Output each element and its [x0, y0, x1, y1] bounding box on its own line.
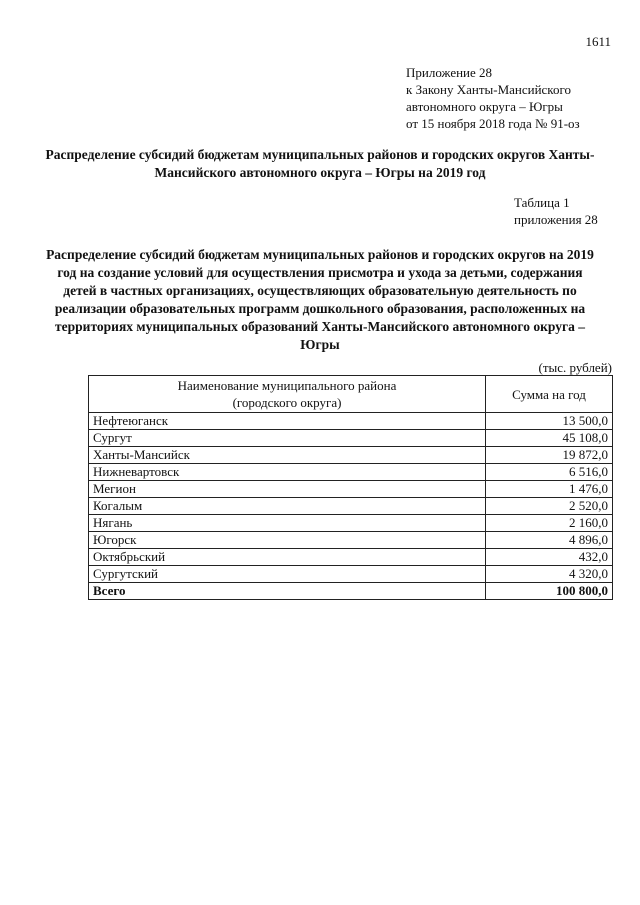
subsidy-amount: 13 500,0 [486, 413, 613, 430]
municipality-name: Нягань [89, 515, 486, 532]
municipality-name: Когалым [89, 498, 486, 515]
table-header-row [89, 376, 613, 413]
table-row [89, 566, 613, 583]
total-row [89, 583, 613, 600]
units-label: (тыс. рублей) [538, 360, 612, 375]
table-row [89, 549, 613, 566]
municipality-name: Нефтеюганск [89, 413, 486, 430]
municipality-name: Мегион [89, 481, 486, 498]
table-row [89, 430, 613, 447]
table-reference [514, 194, 598, 228]
appendix-reference [406, 64, 580, 132]
municipality-name: Ханты-Мансийск [89, 447, 486, 464]
subsidy-amount: 19 872,0 [486, 447, 613, 464]
header-municipality-line: (городского округа) [232, 395, 342, 410]
document-title: Распределение субсидий бюджетам муниципальных районов и городских округов Ханты-Мансийского автономного округа – Югры на 2019 год [45, 147, 595, 180]
subsidy-amount: 2 160,0 [486, 515, 613, 532]
appendix-line: от 15 ноября 2018 года № 91-оз [406, 116, 580, 131]
municipality-name: Сургутский [89, 566, 486, 583]
appendix-line: Приложение 28 [406, 65, 493, 80]
municipality-name: Нижневартовск [89, 464, 486, 481]
municipality-name: Югорск [89, 532, 486, 549]
subsidy-amount: 1 476,0 [486, 481, 613, 498]
subsidy-amount: 6 516,0 [486, 464, 613, 481]
table-title: Распределение субсидий бюджетам муниципальных районов и городских округов на 2019 год на создание условий для осуществления присмотра и ухода за детьми, содержания детей в частных организациях, осуществляющих образовательную деятельность по реализации образовательных программ дошкольного образования, расположенных на территориях муниципальных образований Ханты-Мансийского автономного округа – Югры [46, 247, 594, 352]
table-reference-line: Таблица 1 [514, 195, 570, 210]
subsidy-amount: 45 108,0 [486, 430, 613, 447]
table-row [89, 532, 613, 549]
appendix-line: автономного округа – Югры [406, 99, 563, 114]
table-reference-line: приложения 28 [514, 212, 598, 227]
total-amount: 100 800,0 [486, 583, 613, 600]
table-row [89, 447, 613, 464]
header-municipality [89, 376, 486, 413]
page-number: 1611 [585, 34, 611, 49]
subsidy-amount: 2 520,0 [486, 498, 613, 515]
municipality-name: Сургут [89, 430, 486, 447]
table-row [89, 464, 613, 481]
header-municipality-line: Наименование муниципального района [177, 378, 397, 393]
subsidy-amount: 4 896,0 [486, 532, 613, 549]
table-row [89, 481, 613, 498]
subsidy-amount: 4 320,0 [486, 566, 613, 583]
appendix-line: к Закону Ханты-Мансийского [406, 82, 571, 97]
table-row [89, 413, 613, 430]
total-label: Всего [89, 583, 486, 600]
table-row [89, 498, 613, 515]
subsidy-table [88, 375, 613, 600]
municipality-name: Октябрьский [89, 549, 486, 566]
header-amount: Сумма на год [486, 376, 613, 413]
subsidy-amount: 432,0 [486, 549, 613, 566]
table-row [89, 515, 613, 532]
